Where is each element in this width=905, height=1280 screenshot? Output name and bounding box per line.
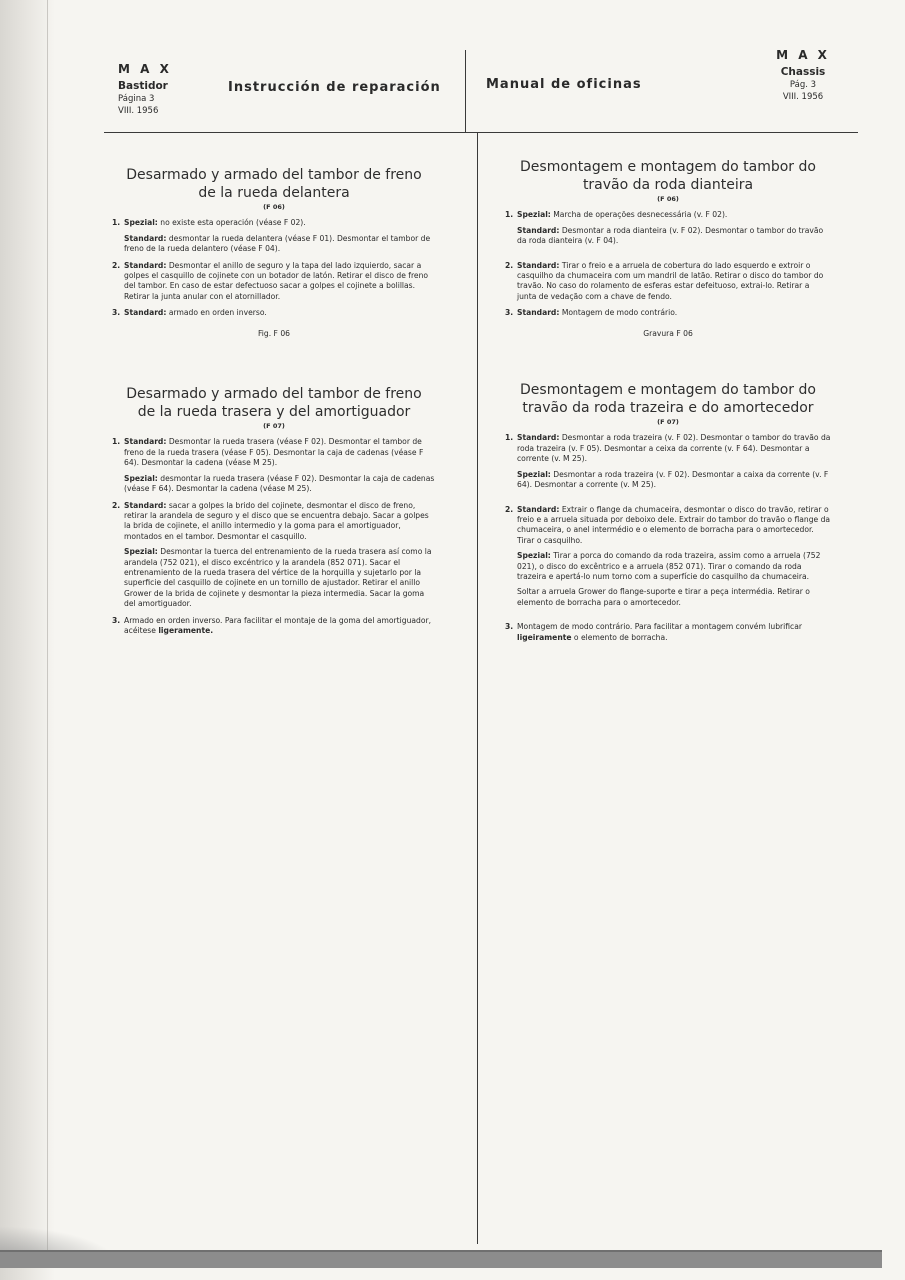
title-line: travão da roda dianteira	[582, 177, 754, 193]
step-item	[505, 433, 831, 490]
section-code: (F 07)	[657, 418, 679, 427]
step-item	[112, 501, 436, 610]
keyword: Spezial:	[124, 218, 158, 228]
figure-reference: Fig. F 06	[257, 328, 291, 338]
section-title	[112, 166, 436, 202]
section-title	[505, 381, 831, 417]
date-right: VIII. 1956	[782, 92, 824, 102]
step-text: o elemento de borracha.	[571, 632, 668, 642]
section-title	[112, 385, 436, 421]
figure-reference: Gravura F 06	[643, 328, 693, 338]
scanner-bottom-band	[0, 1250, 882, 1268]
step-text: Desmontar a roda trazeira (v. F 02). Desmontar a caixa da corrente (v. F 64). Desmontar a corrente (v. M 25).	[517, 469, 829, 490]
step-item	[505, 210, 831, 246]
step-text: armado en orden inverso.	[166, 308, 267, 318]
section-right: Chassis	[780, 66, 826, 78]
step-text: Extrair o flange da chumaceira, desmontar o disco do travão, retirar o freio e a arruela situada por deboixo dele. Extrair do tambor do travão o flange da chumaceira, o anel intermédio e o elemento de borracha para o amortecedor. Tirar o casquilho.	[517, 504, 831, 545]
step-item	[112, 437, 436, 494]
step-number: 1.	[112, 218, 121, 228]
keyword: Spezial:	[517, 469, 551, 479]
keyword: Standard:	[124, 308, 167, 318]
section-code: (F 07)	[263, 422, 285, 431]
header-rule	[104, 132, 858, 133]
step-number: 2.	[112, 260, 121, 270]
keyword: Standard:	[517, 225, 560, 235]
keyword: Spezial:	[124, 547, 158, 557]
page-number-left: Página 3	[118, 94, 155, 104]
keyword: Standard:	[517, 308, 560, 318]
section-rear-drum-es	[112, 385, 436, 636]
keyword: Standard:	[517, 433, 560, 443]
keyword: Spezial:	[517, 551, 551, 561]
step-text: Tirar a porca do comando da roda trazeira, assim como a arruela (752 021), o disco do excêntrico e a arruela (852 071). Tirar o comando da roda trazeira e apertá-lo num torno com a superfície do casquilho da chumaceira.	[517, 551, 821, 581]
step-text: Soltar a arruela Grower do flange-suporte e tirar a peça intermédia. Retirar o elemento de borracha para o amortecedor.	[517, 587, 810, 607]
step-text: no existe esta operación (véase F 02).	[157, 218, 306, 228]
column-spanish	[112, 166, 436, 636]
keyword: Spezial:	[517, 210, 551, 220]
step-number: 3.	[505, 308, 514, 318]
step-text: sacar a golpes la brido del cojinete, desmontar el disco de freno, retirar la arandela de seguro y el disco que se encuentra debajo. Sacar a golpes la brida de cojinete, el anillo intermedio y la goma para el amortiguador, montados en el tambor. Desmontar el casquillo.	[124, 500, 429, 541]
step-item	[505, 308, 831, 318]
step-item	[505, 505, 831, 609]
header-title-right: Manual de oficinas	[486, 77, 642, 92]
keyword: Standard:	[124, 233, 167, 243]
column-divider	[477, 132, 478, 1244]
step-text: Tirar o freio e a arruela de cobertura do lado esquerdo e extroir o casquilho da chumaceira com um mandril de latão. Retirar o disco do tambor do travão. No caso do rolamento de esferas estar defeituoso, extrai-lo. Retirar a junta de vedação com a chave de fendo.	[517, 260, 824, 301]
step-text: Montagem de modo contrário.	[559, 308, 678, 318]
step-item	[505, 622, 831, 643]
header-right-block	[763, 48, 843, 102]
step-text: desmontar la rueda delantera (véase F 01). Desmontar el tambor de freno de la rueda delantero (véase F 04).	[124, 233, 431, 254]
step-item	[112, 616, 436, 637]
step-number: 3.	[112, 615, 121, 625]
header-divider	[465, 50, 466, 132]
keyword: Standard:	[124, 437, 167, 447]
step-number: 3.	[112, 308, 121, 318]
step-number: 2.	[112, 500, 121, 510]
step-number: 2.	[505, 260, 514, 270]
brand-left: M A X	[118, 62, 172, 76]
step-text: Desmontar la rueda trasera (véase F 02). Desmontar el tambor de freno de la rueda trasera (véase F 05). Desmontar la caja de cadenas (véase F 64). Desmontar la cadena (véase M 25).	[124, 437, 424, 468]
step-number: 1.	[505, 210, 514, 220]
keyword: Standard:	[517, 504, 560, 514]
keyword: Spezial:	[124, 473, 158, 483]
step-text: Montagem de modo contrário. Para facilitar a montagem convém lubrificar	[517, 622, 802, 632]
keyword: ligeiramente	[517, 632, 572, 642]
step-item	[112, 261, 436, 303]
step-text: Armado en orden inverso. Para facilitar el montaje de la goma del amortiguador, acéitese	[124, 615, 432, 635]
step-text: Desmontar el anillo de seguro y la tapa del lado izquierdo, sacar a golpes el casquillo de cojinete con un botador de latón. Retirar el disco de freno del tambor. En caso de estar defectuoso sacar a golpes el cojinete a bolillas. Retirar la junta anular con el atornillador.	[124, 260, 429, 301]
step-item	[112, 218, 436, 254]
keyword: Standard:	[517, 260, 560, 270]
step-number: 1.	[112, 437, 121, 447]
step-text: Desmontar a roda trazeira (v. F 02). Desmontar o tambor do travão da roda trazeira (v. F 05). Desmontar a ceixa da corrente (v. F 64). Desmontar a corrente (v. M 25).	[517, 433, 831, 464]
step-text: Desmontar la tuerca del entrenamiento de la rueda trasera así como la arandela (752 021), el disco excéntrico y la arandela (852 071). Sacar el entrenamiento de la rueda trasera del vértice de la horquilla y sujetarlo por la superficie del casquillo de cojinete en un tornillo de ajustador. Retirar el anillo Grower de la brida de cojinete y desmontar la pieza intermedia. Sacar la goma del amortiguador.	[124, 547, 432, 609]
binding-fold	[47, 0, 48, 1250]
step-number: 1.	[505, 433, 514, 443]
title-line: Desmontagem e montagem do tambor do	[520, 382, 816, 399]
step-number: 3.	[505, 622, 514, 632]
title-line: de la rueda delantera	[198, 185, 350, 201]
step-item	[112, 308, 436, 318]
section-front-drum-pt	[505, 158, 831, 339]
section-code: (F 06)	[263, 203, 285, 211]
section-title	[505, 158, 831, 194]
step-text: Desmontar a roda dianteira (v. F 02). Desmontar o tambor do travão da roda dianteira (v. F 04).	[517, 225, 824, 246]
step-text: desmontar la rueda trasera (véase F 02). Desmontar la caja de cadenas (véase F 64). Desmontar la cadena (véase M 25).	[124, 473, 435, 494]
header-left-block	[118, 62, 172, 116]
column-portuguese	[505, 158, 831, 643]
brand-right: M A X	[776, 48, 830, 62]
keyword: ligeramente.	[158, 625, 214, 635]
title-line: Desmontagem e montagem do tambor do	[520, 159, 816, 175]
section-front-drum-es	[112, 166, 436, 339]
title-line: travão da roda trazeira e do amortecedor	[522, 400, 814, 417]
date-left: VIII. 1956	[118, 106, 159, 116]
section-left: Bastidor	[118, 80, 168, 92]
page-number-right: Pág. 3	[789, 80, 817, 90]
title-line: Desarmado y armado del tambor de freno	[126, 167, 422, 183]
step-text: Marcha de operações desnecessária (v. F 02).	[550, 210, 728, 220]
section-code: (F 06)	[657, 195, 679, 203]
section-rear-drum-pt	[505, 381, 831, 643]
step-number: 2.	[505, 504, 514, 514]
title-line: de la rueda trasera y del amortiguador	[137, 404, 411, 421]
step-item	[505, 261, 831, 303]
keyword: Standard:	[124, 260, 167, 270]
title-line: Desarmado y armado del tambor de freno	[126, 386, 422, 403]
keyword: Standard:	[124, 500, 167, 510]
header-title-left: Instrucción de reparación	[228, 80, 441, 95]
